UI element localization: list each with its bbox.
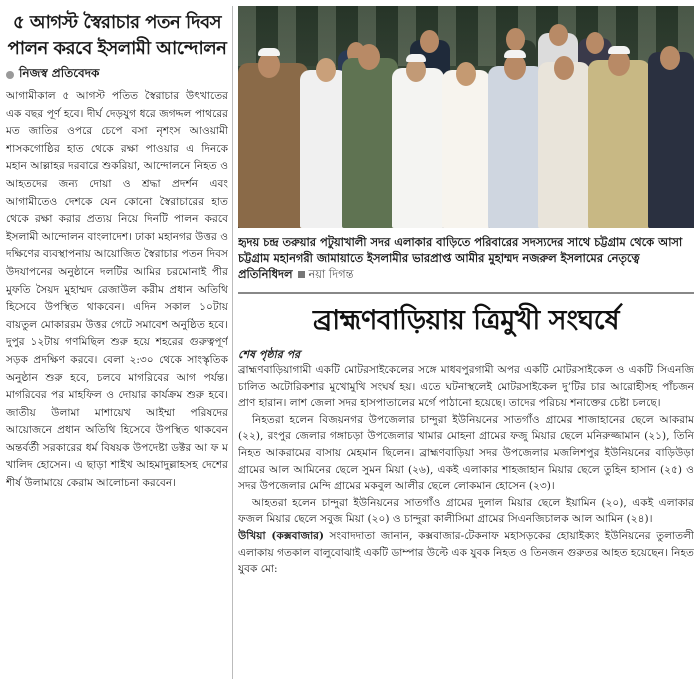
cap-shape (406, 54, 426, 62)
person-head (586, 32, 604, 54)
person-figure (538, 62, 590, 228)
person-head (554, 56, 574, 80)
main-paragraph-3: আহতরা হলেন চান্দুরা ইউনিয়নের সাতগাঁও গ্রামের দুলাল মিয়ার ছেলে ইয়ামিন (২০), একই এলাকার ফজল মিয়ার ছেলে সবুজ মিয়া (২০) ও চান্দুরা কালীসিমা গ্রামের সিএনজিচালক আল আমিন (২৪)। (238, 496, 694, 526)
person-head (456, 62, 476, 86)
person-figure (342, 58, 398, 228)
person-figure (442, 70, 490, 228)
byline (6, 66, 228, 84)
person-head (506, 28, 525, 51)
left-article-headline: ৫ আগস্ট স্বৈরাচার পতন দিবস পালন করবে ইসলামী আন্দোলন (7, 12, 227, 59)
main-paragraph-2: নিহতরা হলেন বিজয়নগর উপজেলার চান্দুরা ইউনিয়নের সাতগাঁও গ্রামের শাজাহানের ছেলে আকরাম (২২), রংপুর জেলার গঙ্গাচড়া উপজেলার খামার মোহনা গ্রামের ফজু মিয়ার ছেলে মনিরুজ্জামান (২১), তিনি নিহত আকরামের বাসায় মেহমান ছিলেন। ব্রাহ্মণবাড়িয়া সদর উপজেলার মজলিশপুর ইউনিয়নের বাড়িউড়া গ্রামের আল আমিনের ছেলে সুমন মিয়া (২৬), একই এলাকার শাহজাহান মিয়ার ছেলে তুহিন হাসান (২৫) ও সদর উপজেলার মেন্দি গ্রামের মকবুল আলীর ছেলে লোকমান হোসেন (২৩)। (238, 413, 694, 493)
person-figure (488, 66, 544, 228)
byline-text: নিজস্ব প্রতিবেদক (19, 66, 100, 80)
main-paragraph-4 (238, 528, 694, 578)
dateline: উখিয়া (কক্সবাজার) (238, 529, 324, 542)
right-column (238, 6, 694, 681)
person-figure (300, 70, 348, 228)
group-photo (238, 6, 694, 228)
caption-text: হৃদয় চন্দ্র তরুয়ার পটুয়াখালী সদর এলাকার বাড়িতে পরিবারের সদস্যদের সাথে চট্টগ্রাম থেকে আসা চট্টগ্রাম মহানগরী জামায়াতে ইসলামীর ভারপ্রাপ্ত আমীর মুহাম্মদ নজরুল ইসলামের নেতৃত্বে প্রতিনিধিদল (238, 235, 683, 281)
main-article-headline: ব্রাহ্মণবাড়িয়ায় ত্রিমুখী সংঘর্ষে (313, 305, 619, 336)
left-article (6, 6, 228, 681)
cap-shape (258, 48, 280, 56)
article-divider (238, 292, 694, 294)
person-head (420, 30, 439, 53)
cap-shape (504, 50, 526, 58)
main-paragraph-1: ব্রাহ্মণবাড়িয়াগামী একটি মোটরসাইকেলের সঙ্গে মাধবপুরগামী অপর একটি মোটরসাইকেল ও একটি সিএনজি চালিত অটোরিকশার মুখোমুখি সংঘর্ষ হয়। এতে ঘটনাস্থলেই মোটরসাইকেল দু’টির চার আরোহীসহ পাঁচজন প্রাণ হারান। লাশ জেলা সদর হাসপাতালের মর্গে পাঠানো হয়েছে। তাদের পরিচয় শনাক্তের চেষ্টা চলছে। (238, 364, 694, 410)
person-head (358, 44, 380, 70)
person-head (660, 46, 680, 70)
person-head (316, 58, 336, 82)
continuation-label: শেষ পৃষ্ঠার পর (238, 348, 301, 361)
person-figure (648, 52, 694, 228)
cap-shape (608, 46, 630, 54)
bullet-icon (6, 71, 14, 79)
left-article-paragraph: আগামীকাল ৫ আগস্ট পতিত স্বৈরাচার উৎখাতের এক বছর পূর্ণ হবে। দীর্ঘ দেড়যুগ ধরে জগদ্দল পাথরের মত জাতির ওপরে চেপে বসা নৃশংস আওয়ামী শাসকগোষ্ঠির হাত থেকে রক্ষা পাওয়ার এ দিনকে মহান আল্লাহর দরবারে শুকরিয়া, আন্দোলনে নিহত ও আহতদের জন্য দোয়া ও শ্রদ্ধা প্রদর্শন এবং আগামীতেও দেশকে যেন কোনো স্বৈরাচারের হাত থেকে রক্ষা করার প্রত্যয় নিয়ে দিনটি পালন করবে ইসলামী আন্দোলন বাংলাদেশ। ঢাকা মহানগর উত্তর ও দক্ষিণের ব্যবস্থাপনায় আয়োজিত স্বৈরাচার পতন দিবস উদযাপনের অনুষ্ঠানে দলটির আমির চরমোনাই পীর মুফতি সৈয়দ মুহাম্মদ রেজাউল করীম প্রধান অতিথি হিসেবে উপস্থিত থাকবেন। এদিন সকাল ১০টায় বায়তুল মোকাররম উত্তর গেটে সমাবেশ অনুষ্ঠিত হবে। দুপুর ১২টায় গণমিছিল শুরু হয়ে শহরের গুরুত্বপূর্ণ সড়ক প্রদক্ষিণ করবে। বেলা ২:৩০ থেকে সাংস্কৃতিক অনুষ্ঠান শুরু হবে, চলবে মাগরিবের আগ পর্যন্ত। মাগরিবের পর মাহফিল ও দোয়ার কার্যক্রম শুরু হবে। জাতীয় উলামা মাশায়েখ আইম্মা পরিষদের আয়োজনে প্রধান অতিথি হিসেবে উপস্থিত থাকবেন অন্তর্বর্তী সরকারের ধর্ম বিষয়ক উপদেষ্টা ডক্টর আ ফ ম খালিদ হোসেন। এ ছাড়া শাইখ আহমাদুল্লাহসহ দেশের শীর্ষ উলামায়ে কেরাম আলোচনা করবেন। (6, 90, 228, 490)
photo-source: নয়া দিগন্ত (308, 267, 354, 281)
person-figure (238, 63, 308, 228)
column-divider (232, 6, 233, 679)
person-head (549, 24, 568, 46)
left-article-body (6, 88, 228, 688)
main-paragraph-4-text: সংবাদদাতা জানান, কক্সবাজার-টেকনাফ মহাসড়কের হোয়াইক্যং ইউনিয়নের তুলাতলী এলাকায় গতকাল বালুবোঝাই একটি ডাম্পার উল্টে এক যুবক নিহত ও তিনজন গুরুতর আহত হয়েছেন। নিহত যুবক মো: (238, 529, 694, 576)
square-bullet-icon (298, 271, 305, 278)
photo-caption (238, 234, 694, 284)
person-figure (392, 68, 444, 228)
main-article-body (238, 362, 694, 680)
person-figure (588, 60, 650, 228)
